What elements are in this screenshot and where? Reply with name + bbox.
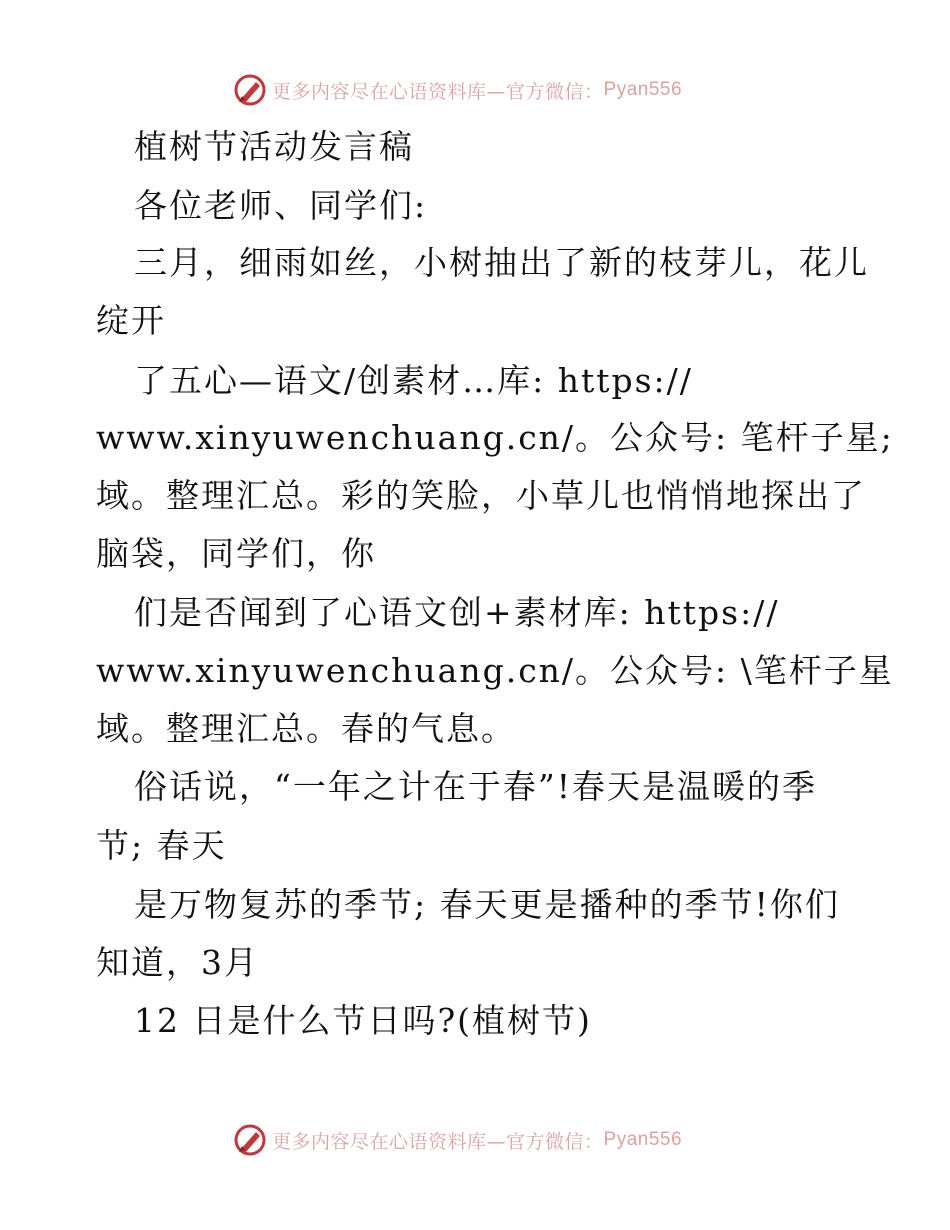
paragraph-line: 节; 春天	[96, 826, 227, 865]
paragraph-line: 12 日是什么节日吗?(植树节)	[134, 1001, 592, 1040]
footer-banner-id: Pyan556	[603, 1129, 683, 1150]
document-title: 植树节活动发言稿	[134, 127, 414, 166]
paragraph-line: 脑袋，同学们，你	[96, 534, 376, 573]
paragraph-line: 俗话说，“一年之计在于春”!春天是温暖的季	[134, 767, 818, 806]
footer-banner	[232, 1120, 712, 1160]
header-banner-id: Pyan556	[603, 79, 683, 100]
paragraph-line: 知道，3月	[96, 943, 259, 982]
paragraph-line: 三月，细雨如丝，小树抽出了新的枝芽儿，花儿	[134, 243, 869, 282]
paragraph-line: 绽开	[96, 301, 166, 340]
header-banner-text: 更多内容尽在心语资料库—官方微信：	[272, 80, 604, 103]
paragraph-line: www.xinyuwenchuang.cn/。公众号: \笔杆子星	[96, 651, 894, 690]
paragraph-line: 域。整理汇总。春的气息。	[96, 709, 516, 748]
paragraph-line: 是万物复苏的季节; 春天更是播种的季节!你们	[134, 885, 840, 924]
paragraph-line: www.xinyuwenchuang.cn/。公众号: 笔杆子星;	[96, 418, 894, 457]
paragraph-line: 域。整理汇总。彩的笑脸，小草儿也悄悄地探出了	[96, 476, 866, 515]
paragraph-line: 们是否闻到了心语文创+素材库: https://	[134, 593, 780, 632]
footer-banner-text: 更多内容尽在心语资料库—官方微信：	[272, 1130, 604, 1153]
pen-circle-logo-icon	[232, 1122, 268, 1158]
paragraph-line: 了五心—语文/创素材…库: https://	[134, 361, 693, 400]
salutation-line: 各位老师、同学们:	[134, 186, 428, 225]
